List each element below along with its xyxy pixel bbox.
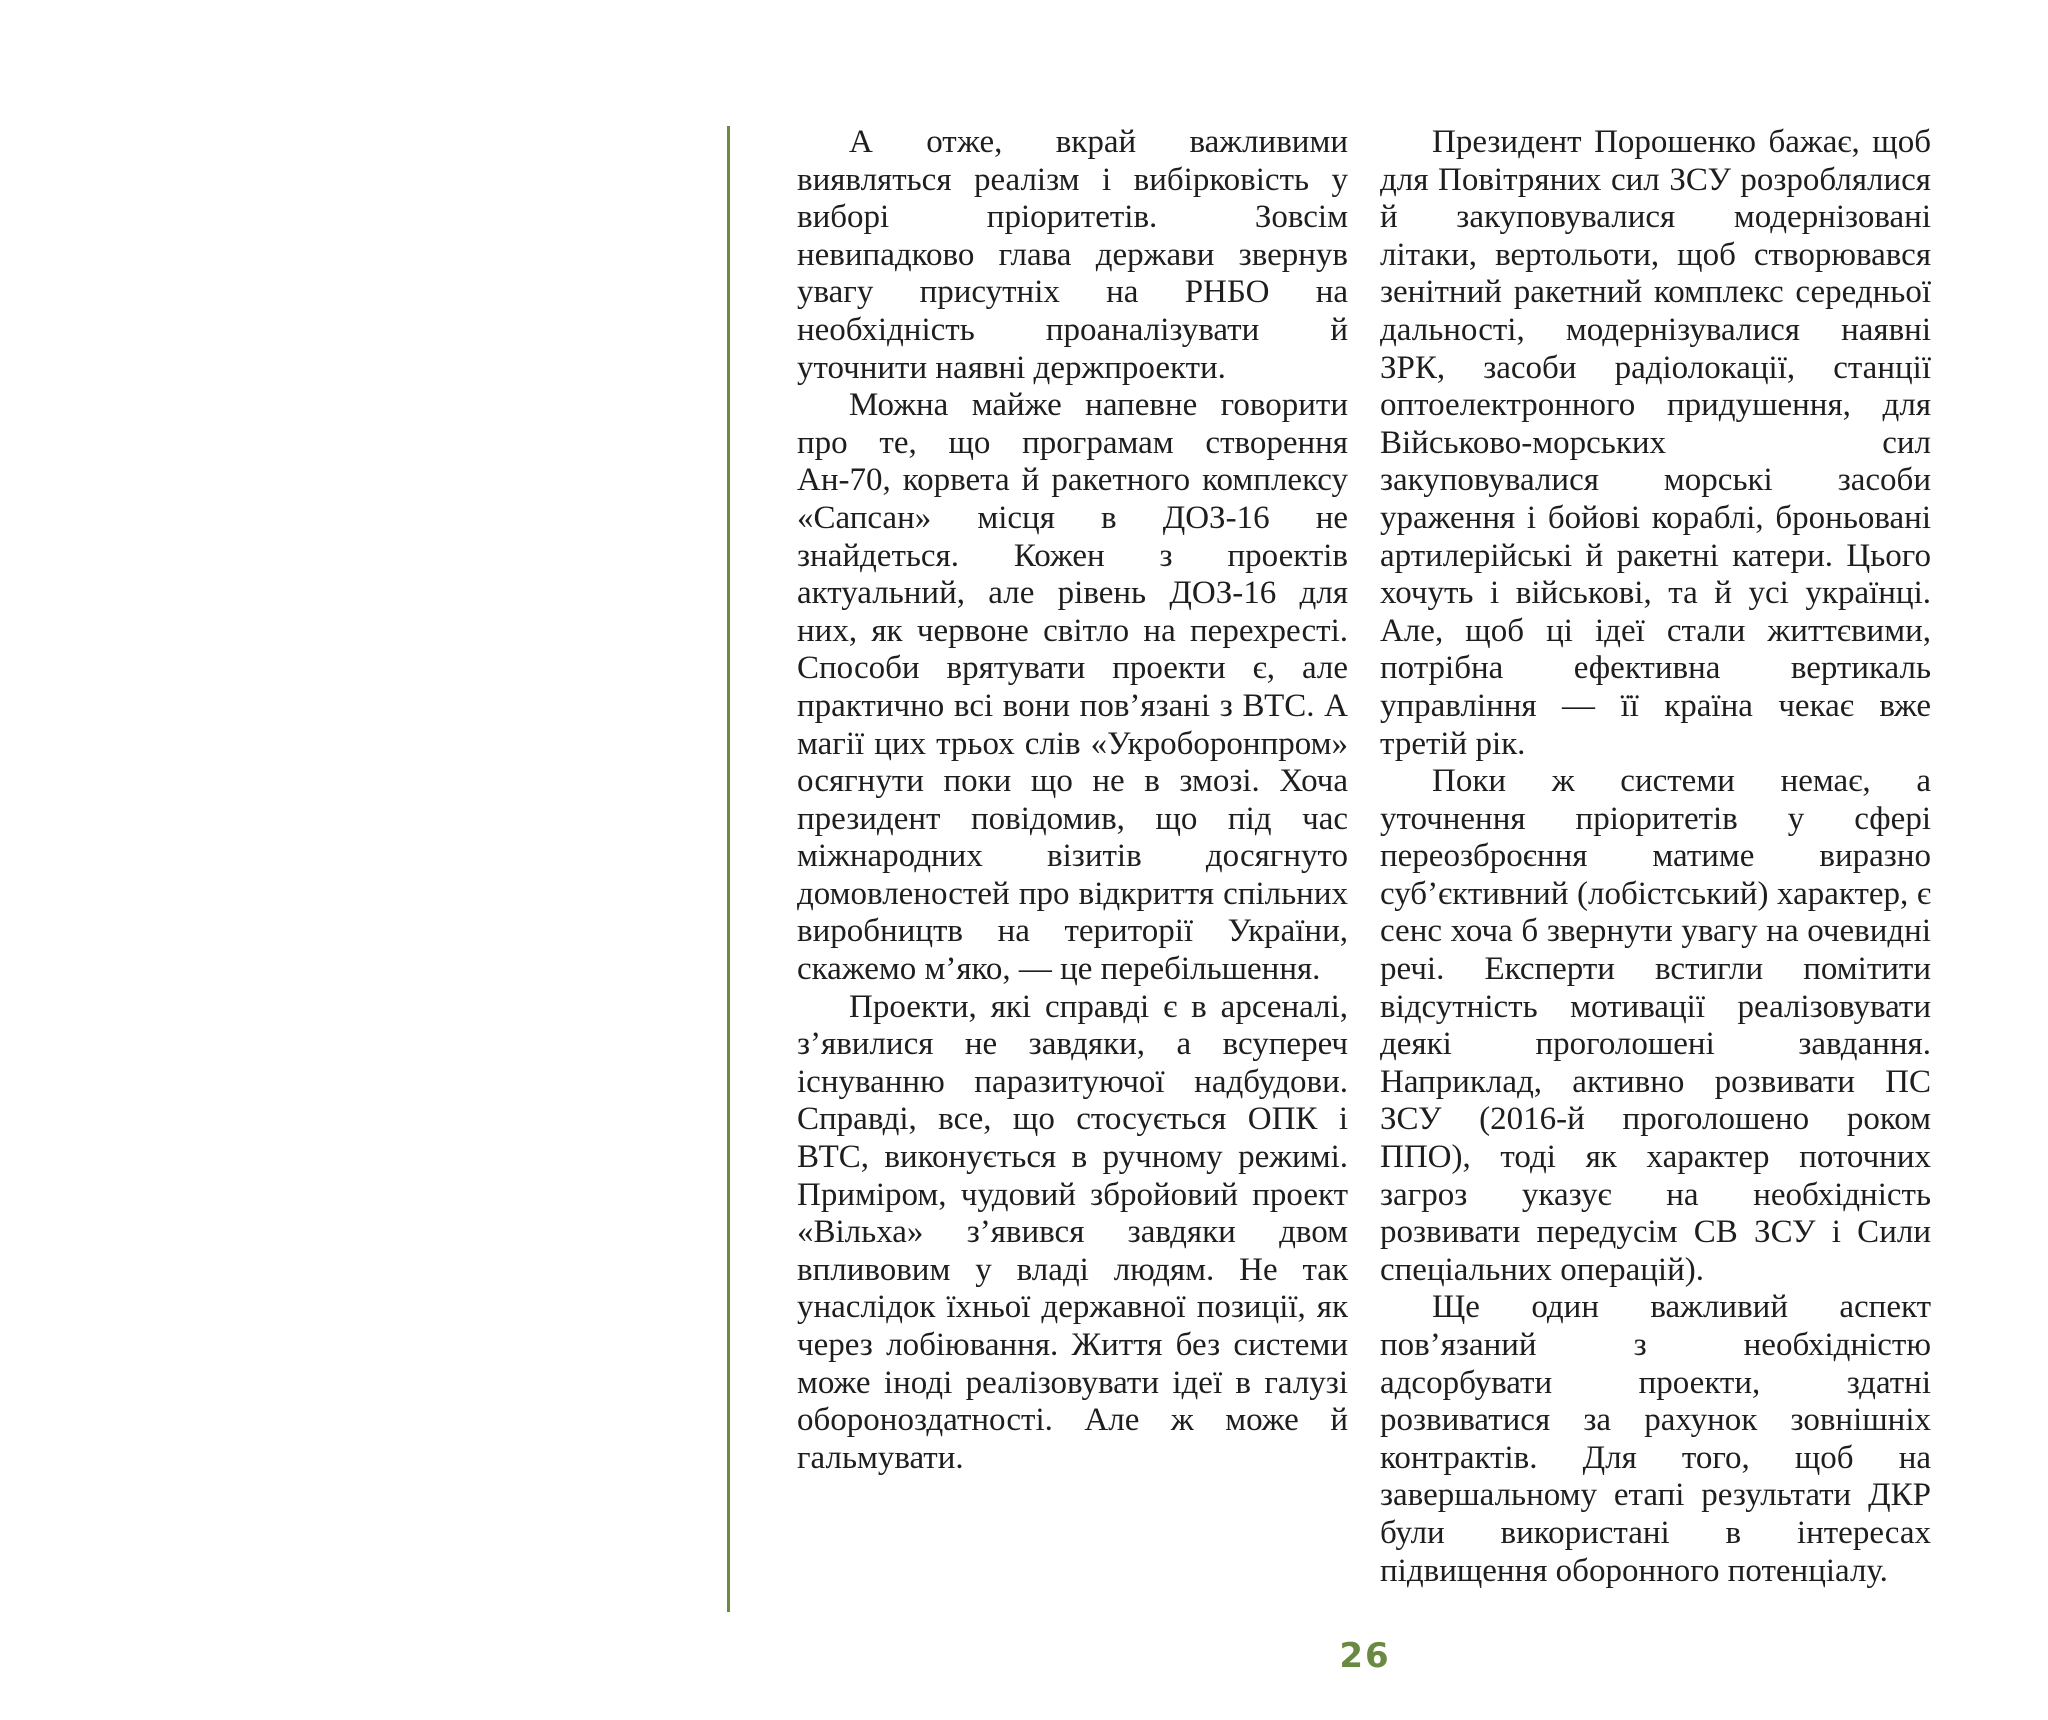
- left-text-column: [797, 124, 1348, 1477]
- paragraph: Ще один важливий аспект пов’язаний з необхідністю адсорбувати проекти, здатні розвиватися за рахунок зовнішніх контрактів. Для того, щоб на завершальному етапі результати ДКР були використані в інтересах підвищення оборонного потенціалу.: [1380, 1289, 1931, 1589]
- paragraph: Проекти, які справді є в арсеналі, з’явилися не завдяки, а всупереч існуванню паразитуючої надбудови. Справді, все, що стосується ОПК і ВТС, виконується в ручному режимі. Приміром, чудовий збройовий проект «Вільха» з’явився завдяки двом впливовим у владі людям. Не так унаслідок їхньої державної позиції, як через лобіювання. Життя без системи може іноді реалізовувати ідеї в галузі обороноздатності. Але ж може й гальмувати.: [797, 988, 1348, 1476]
- paragraph: А отже, вкрай важливими виявляться реалізм і вибірковість у виборі пріоритетів. Зовсім невипадково глава держави звернув увагу присутніх на РНБО на необхідність проаналізувати й уточнити наявні держпроекти.: [797, 124, 1348, 386]
- paragraph: Поки ж системи немає, а уточнення пріоритетів у сфері переозброєння матиме виразно суб’єктивний (лобістський) характер, є сенс хоча б звернути увагу на очевидні речі. Експерти встигли помітити відсутність мотивації реалізовувати деякі проголошені завдання. Наприклад, активно розвивати ПС ЗСУ (2016-й проголошено роком ППО), тоді як характер поточних загроз указує на необхідність розвивати передусім СВ ЗСУ і Сили спеціальних операцій).: [1380, 763, 1931, 1288]
- column-divider-rule: [727, 126, 730, 1612]
- paragraph: Президент Порошенко бажає, щоб для Повітряних сил ЗСУ розроблялися й закуповувалися модернізовані літаки, вертольоти, щоб створювався зенітний ракетний комплекс середньої дальності, модернізувалися наявні ЗРК, засоби радіолокації, станції оптоелектронного придушення, для Військово-морських сил закуповувалися морські засоби ураження і бойові кораблі, броньовані артилерійські й ракетні катери. Цього хочуть і військові, та й усі українці. Але, щоб ці ідеї стали життєвими, потрібна ефективна вертикаль управління — її країна чекає вже третій рік.: [1380, 124, 1931, 762]
- right-text-column: [1380, 124, 1931, 1590]
- paragraph: Можна майже напевне говорити про те, що програмам створення Ан-70, корвета й ракетного комплексу «Сапсан» місця в ДОЗ-16 не знайдеться. Кожен з проектів актуальний, але рівень ДОЗ-16 для них, як червоне світло на перехресті. Способи врятувати проекти є, але практично всі вони пов’язані з ВТС. А магії цих трьох слів «Укроборонпром» осягнути поки що не в змозі. Хоча президент повідомив, що під час міжнародних візитів досягнуто домовленостей про відкриття спільних виробництв на території України, скажемо м’яко, — це перебільшення.: [797, 387, 1348, 988]
- page-number: 26: [1339, 1636, 1391, 1676]
